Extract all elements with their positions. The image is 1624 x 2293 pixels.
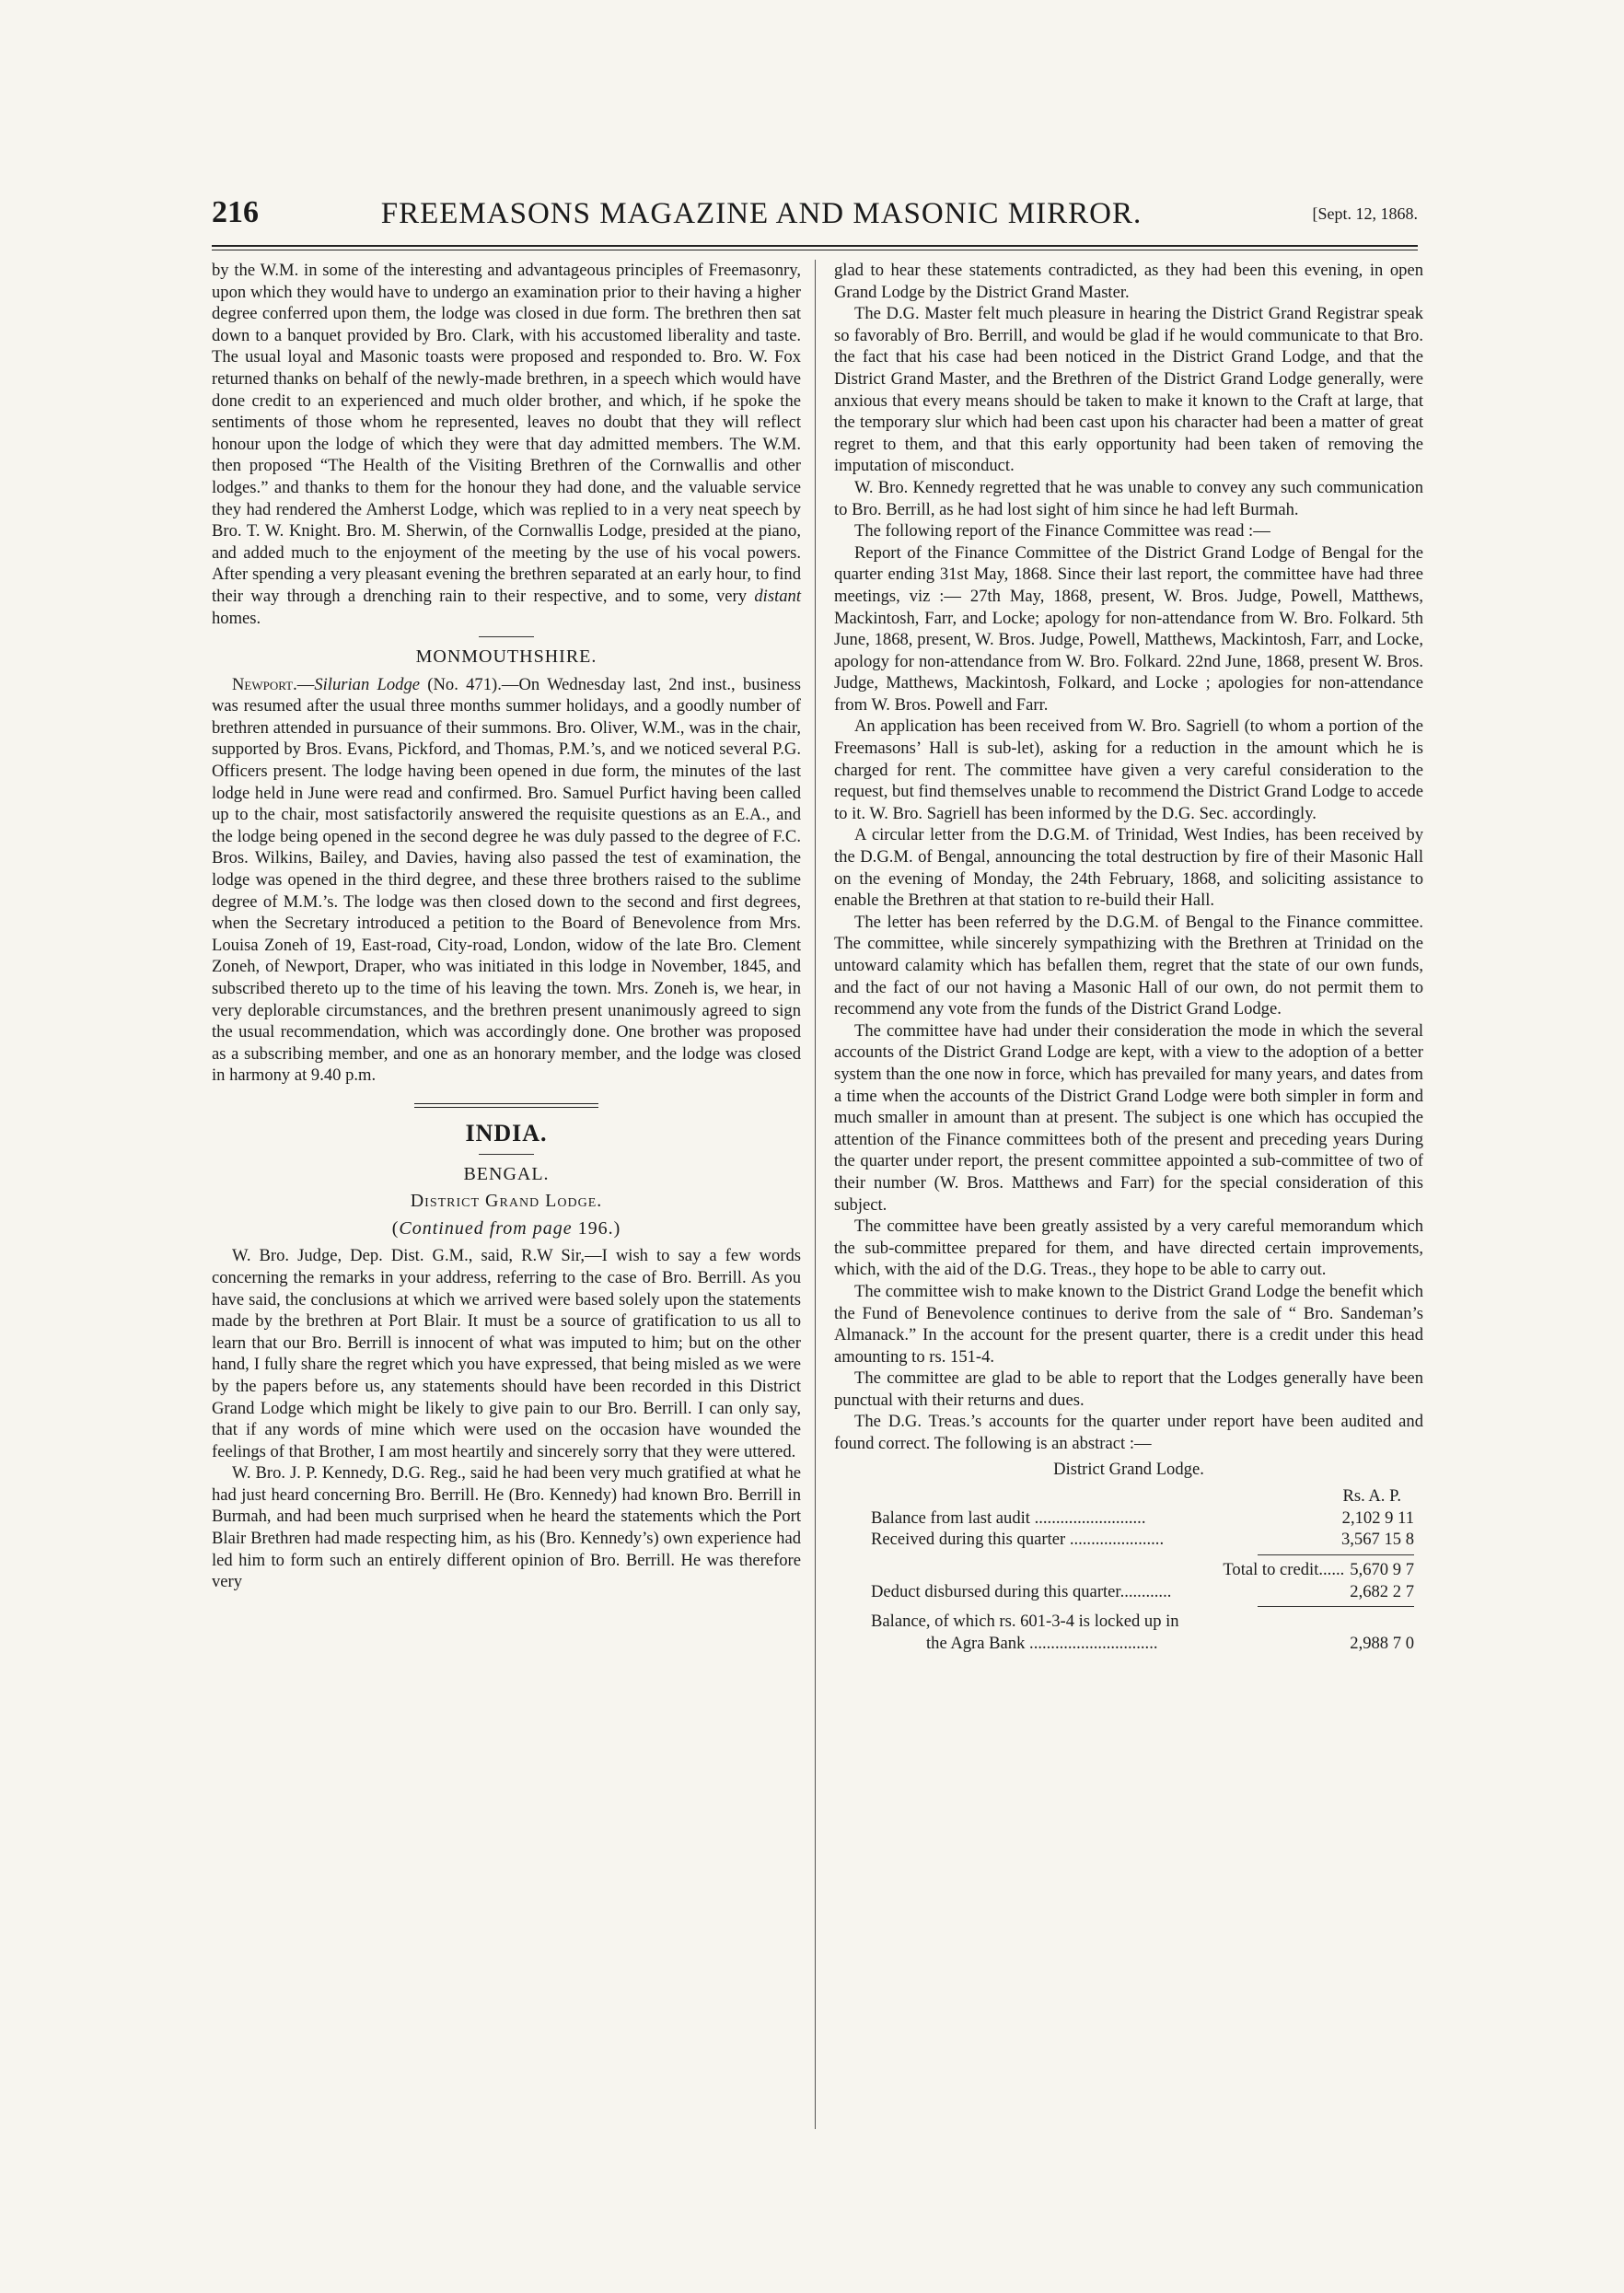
page-header (212, 195, 1418, 241)
header-rule (212, 245, 1418, 250)
article-paragraph: An application has been received from W. Bro. Sagriell (to whom a portion of the Freemasons’ Hall is sub-let), asking for a reduction in the amount which he is charged for rent. The committee have given a very careful consideration to the request, but find themselves unable to recommend the District Grand Lodge to accede to it. W. Bro. Sagriell has been informed by the D.G. Sec. accordingly. (834, 716, 1423, 823)
lodge-name: Silurian Lodge (314, 674, 421, 694)
article-paragraph: A circular letter from the D.G.M. of Trinidad, West Indies, has been received by the D.G.M. of Bengal, announcing the total destruction by fire of their Masonic Hall on the evening of Monday, the 24th February, 1868, and soliciting assistance to enable the Brethren at that station to re-build their Hall. (834, 825, 1423, 911)
section-heading-monmouthshire: MONMOUTHSHIRE. (415, 646, 597, 668)
section-double-rule (414, 1103, 598, 1108)
abstract-title: District Grand Lodge. (1053, 1459, 1204, 1479)
page-number: 216 (212, 195, 259, 229)
account-row: Received during this quarter ...................... 3,567 15 8 (871, 1530, 1414, 1550)
italic-word: distant (754, 586, 801, 606)
article-paragraph: The following report of the Finance Committee was read :— (854, 521, 1270, 541)
article-paragraph: by the W.M. in some of the interesting and advantageous principles of Freemasonry, upon which they would have to undergo an examination prior to their having a higher degree conferred upon them, the lodge was closed in due form. The brethren then sat down to a banquet provided by Bro. Clark, with his accustomed liberality and taste. The usual loyal and Masonic toasts were proposed and responded to. Bro. W. Fox returned thanks on behalf of the newly-made brethren, in a speech which would have done credit to an experienced and much older brother, and which, if he spoke the sentiments of those whom he represented, leaves no doubt that they will reflect honour upon the lodge of which they were that day admitted members. The W.M. then proposed “The Health of the Visiting Brethren of the Cornwallis and other lodges.” and thanks to them for the honour they had done, and the valuable service they had rendered the Amherst Lodge, which was replied to in a very neat speech by Bro. T. W. Knight. Bro. M. Sherwin, of the Cornwallis Lodge, presided at the piano, and added much to the enjoyment of the meeting by the use of his vocal powers. After spending a very pleasant evening the brethren separated at an early hour, to find their way through a drenching rain to their respective, and to some, very distant homes. (212, 261, 801, 628)
article-paragraph: W. Bro. J. P. Kennedy, D.G. Reg., said he had been very much gratified at what he had just heard concerning Bro. Berrill. He (Bro. Kennedy) had known Bro. Berrill in Burmah, and had been much surprised when he heard the statements which the Port Blair Brethren had made respecting him, as his (Bro. Kennedy’s) own experience had led him to form such an entirely different opinion of Bro. Berrill. He was therefore very (212, 1463, 801, 1592)
column-divider (815, 260, 816, 2129)
section-divider (479, 636, 534, 637)
right-column (834, 260, 1423, 1654)
account-row-final: the Agra Bank .............................. 2,988 7 0 (926, 1633, 1414, 1653)
article-paragraph: glad to hear these statements contradicted, as they had been this evening, in open Grand Lodge by the District Grand Master. (834, 261, 1423, 302)
magazine-title: FREEMASONS MAGAZINE AND MASONIC MIRROR. (380, 197, 1143, 230)
account-rule (1258, 1606, 1414, 1607)
account-row-final-label: Balance, of which rs. 601-3-4 is locked up in (871, 1612, 1179, 1632)
section-heading-india: INDIA. (465, 1119, 548, 1146)
account-rule (1258, 1554, 1414, 1555)
continued-note: (Continued from page 196.) (391, 1217, 621, 1239)
account-row: Balance from last audit .......................... 2,102 9 11 (871, 1507, 1414, 1528)
article-paragraph: The committee have been greatly assisted by a very careful memorandum which the sub-committee prepared for them, and have directed certain improvements, which, with the aid of the D.G. Treas., they hope to be able to carry out. (834, 1216, 1423, 1280)
article-paragraph: W. Bro. Kennedy regretted that he was unable to convey any such communication to Bro. Berrill, as he had lost sight of him since he had left Burmah. (834, 477, 1423, 519)
article-paragraph: W. Bro. Judge, Dep. Dist. G.M., said, R.W Sir,—I wish to say a few words concerning the remarks in your address, referring to the case of Bro. Berrill. As you have said, the conclusions at which we arrived were based solely upon the statements made by the brethren at Port Blair. It must be a source of gratification to us all to learn that our Bro. Berrill is innocent of what was imputed to him; but on the other hand, I fully share the regret which you have expressed, that being misled as we were by the papers before us, any statements should have been recorded in this District Grand Lodge which might be likely to give pain to our Bro. Berrill. I can only say, that if any words of mine which were used on the occasion have wounded the feelings of that Brother, I am most heartily and sincerely sorry that they were uttered. (212, 1246, 801, 1461)
subheading-district-grand-lodge: District Grand Lodge. (410, 1191, 603, 1212)
subheading-bengal: BENGAL. (463, 1163, 550, 1184)
article-paragraph: Newport.—Silurian Lodge (No. 471).—On Wednesday last, 2nd inst., business was resumed after the usual three months summer holidays, and a goodly number of brethren attended in pursuance of their summons. Bro. Oliver, W.M., was in the chair, supported by Bros. Evans, Pickford, and Thomas, P.M.’s, and we noticed several P.G. Officers present. The lodge having been opened in due form, the minutes of the last lodge held in June were read and confirmed. Bro. Samuel Purfict having been called up to the chair, most satisfactorily answered the requisite questions as an E.A., and the lodge being opened in the second degree he was duly passed to the degree of F.C. Bros. Wilkins, Bailey, and Davies, having also passed the test of examination, the lodge was opened in the third degree, and these three brothers raised to the sublime degree of M.M.’s. The lodge was then closed down to the second and first degrees, when the Secretary introduced a petition to the Board of Benevolence from Mrs. Louisa Zoneh of 19, East-road, City-road, London, widow of the late Bro. Clement Zoneh, of Newport, Draper, who was initiated in this lodge in November, 1845, and subscribed thereto up to the time of his leaving the town. Mrs. Zoneh is, we hear, in very deplorable circumstances, and the brethren present unanimously agreed to sign the usual recommendation, which was accordingly done. One brother was proposed as a subscribing member, and one as an honorary member, and the lodge was closed in harmony at 9.40 p.m. (212, 674, 801, 1086)
account-abstract (871, 1485, 1414, 1654)
article-paragraph: The committee are glad to be able to report that the Lodges generally have been punctual with their returns and dues. (834, 1368, 1423, 1410)
article-paragraph: The committee have had under their consideration the mode in which the several accounts of the District Grand Lodge are kept, with a view to the adoption of a better system than the one now in force, which has prevailed for many years, and dates from a time when the accounts of the District Grand Lodge were both simpler in form and much smaller in amount than at present. The subject is one which has occupied the attention of the Finance committees both of the present and preceding years During the quarter under report, the present committee appointed a sub-committee of two of their number (W. Bros. Matthews and Farr) for the special consideration of this subject. (834, 1020, 1423, 1215)
left-column (212, 260, 801, 1593)
place-label: Newport. (232, 674, 297, 694)
article-paragraph: The letter has been referred by the D.G.M. of Bengal to the Finance committee. The committee, while sincerely sympathizing with the Brethren at Trinidad on the untoward calamity which has befallen them, regret that the state of our own funds, and the fact of our not having a Masonic Hall of our own, do not permit them to recommend any vote from the funds of the District Grand Lodge. (834, 912, 1423, 1019)
article-paragraph: The D.G. Master felt much pleasure in hearing the District Grand Registrar speak so favorably of Bro. Berrill, and would be glad if he would communicate to that Bro. the fact that his case had been noticed in the District Grand Lodge, and that the District Grand Master, and the Brethren of the District Grand Lodge generally, were anxious that every means should be taken to make it known to the Craft at large, that the temporary slur which had been cast upon his character had been a matter of great regret to them, and that this early opportunity had been taken of removing the imputation of misconduct. (834, 304, 1423, 476)
account-row: Deduct disbursed during this quarter............ 2,682 2 7 (871, 1581, 1414, 1601)
section-divider (479, 1154, 534, 1155)
account-row-total: Total to credit...... 5,670 9 7 (1223, 1560, 1414, 1580)
issue-date: [Sept. 12, 1868. (1312, 204, 1418, 223)
account-column-header: Rs. A. P. (1342, 1486, 1401, 1507)
article-paragraph: The D.G. Treas.’s accounts for the quarter under report have been audited and found correct. The following is an abstract :— (834, 1412, 1423, 1454)
article-paragraph: Report of the Finance Committee of the District Grand Lodge of Bengal for the quarter ending 31st May, 1868. Since their last report, the committee have had three meetings, viz :— 27th May, 1868, present, W. Bros. Judge, Powell, Matthews, Mackintosh, Farr, and Locke; apology for non-attendance from W. Bro. Folkard. 5th June, 1868, present, W. Bros. Judge, Powell, Matthews, Mackintosh, Farr, and Locke, apology for non-attendance from W. Bro. Folkard. 22nd June, 1868, present W. Bros. Judge, Matthews, Mackintosh, Folkard, and Locke ; apologies for non-attendance from W. Bros. Powell and Farr. (834, 542, 1423, 715)
article-paragraph: The committee wish to make known to the District Grand Lodge the benefit which the Fund of Benevolence continues to derive from the sale of “ Bro. Sandeman’s Almanack.” In the account for the present quarter, there is a credit under this head amounting to rs. 151-4. (834, 1281, 1423, 1367)
